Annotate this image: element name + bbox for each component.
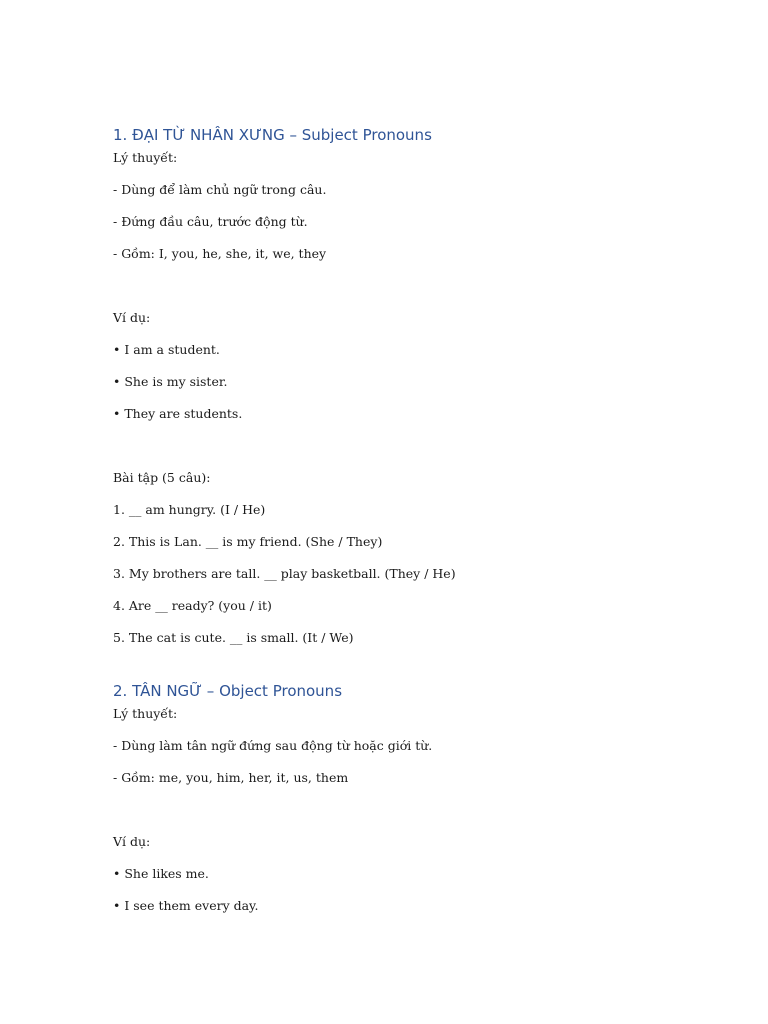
section-1-theory-line: - Gồm: I, you, he, she, it, we, they [113, 246, 327, 261]
section-2-theory-line: - Gồm: me, you, him, her, it, us, them [113, 770, 349, 785]
section-1-heading: 1. ĐẠI TỪ NHÂN XƯNG – Subject Pronouns [113, 126, 432, 144]
section-1-exercise: 5. The cat is cute. __ is small. (It / We) [113, 630, 354, 645]
section-1-exercise: 4. Are __ ready? (you / it) [113, 598, 272, 613]
section-2-example: • I see them every day. [113, 898, 259, 913]
section-1-example: • I am a student. [113, 342, 220, 357]
section-1-example-label: Ví dụ: [113, 310, 151, 325]
section-1-example: • She is my sister. [113, 374, 228, 389]
section-2-theory-line: - Dùng làm tân ngữ đứng sau động từ hoặc giới từ. [113, 738, 433, 753]
section-1-exercise-label: Bài tập (5 câu): [113, 470, 211, 485]
section-1-exercise: 3. My brothers are tall. __ play basketball. (They / He) [113, 566, 456, 581]
section-1-theory-line: - Đứng đầu câu, trước động từ. [113, 214, 308, 229]
section-2-example: • She likes me. [113, 866, 209, 881]
section-1-example: • They are students. [113, 406, 243, 421]
section-2-example-label: Ví dụ: [113, 834, 151, 849]
section-2-theory-label: Lý thuyết: [113, 706, 178, 721]
section-2-heading: 2. TÂN NGỮ – Object Pronouns [113, 682, 343, 700]
section-1-exercise: 2. This is Lan. __ is my friend. (She / They) [113, 534, 383, 549]
section-1-theory-label: Lý thuyết: [113, 150, 178, 165]
section-1-exercise: 1. __ am hungry. (I / He) [113, 502, 266, 517]
section-1-theory-line: - Dùng để làm chủ ngữ trong câu. [113, 182, 327, 197]
